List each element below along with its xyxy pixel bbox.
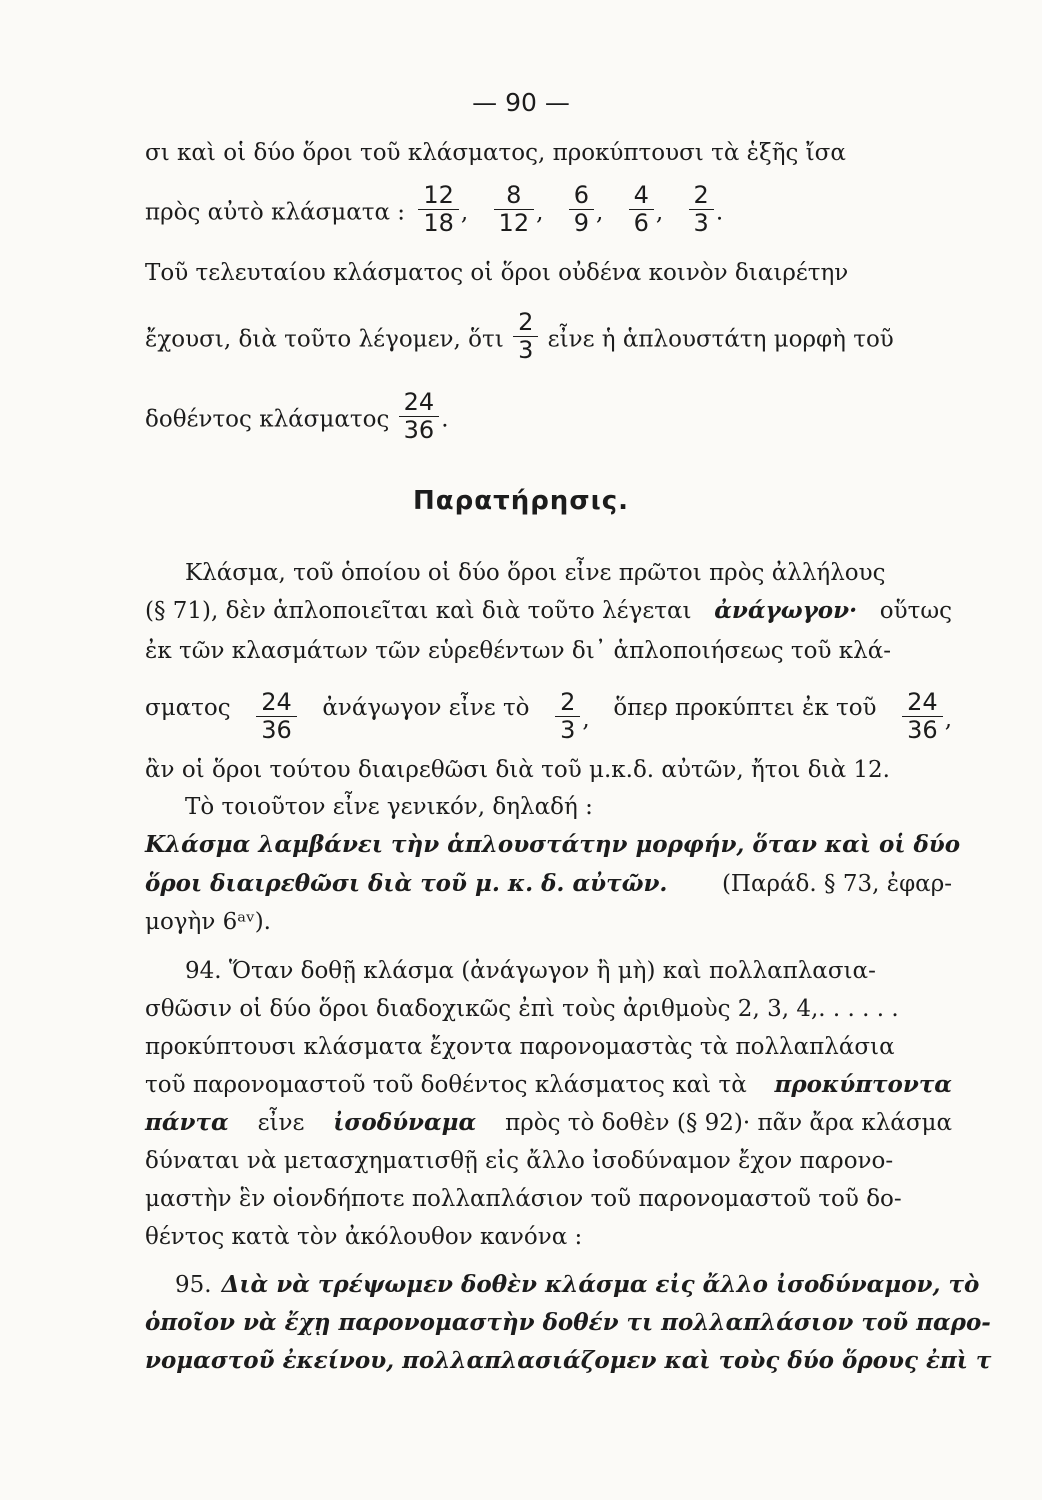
- text-segment: (Παράδ. § 73, ἐφαρ-: [721, 871, 952, 897]
- fraction-line: δοθέντος κλάσματος $\frac{24}{36}$ .: [145, 388, 449, 444]
- text-line: Τοῦ τελευταίου κλάσματος οἱ ὅροι οὐδένα κοινὸν διαιρέτην: [145, 260, 849, 286]
- text-line: δύναται νὰ μετασχηματισθῇ εἰς ἄλλο ἰσοδύναμον ἔχον παρονο-: [145, 1148, 894, 1174]
- rule-text: ὁποῖον νὰ ἔχῃ παρονομαστὴν δοθέν τι πολλαπλάσιον τοῦ παρο-: [145, 1309, 991, 1336]
- section-number: 95.: [175, 1272, 212, 1298]
- text-segment: σματος: [145, 695, 231, 721]
- fraction: $\frac{2}{3}$: [555, 689, 580, 744]
- rule-text: Διὰ νὰ τρέψωμεν δοθὲν κλάσμα εἰς ἄλλο ἰσοδύναμον, τὸ: [221, 1271, 980, 1298]
- fraction: $\frac{24}{36}$: [399, 389, 440, 444]
- fraction: $\frac{2}{3}$: [513, 309, 538, 364]
- text-segment: (§ 71), δὲν ἁπλοποιεῖται καὶ διὰ τοῦτο λέγεται: [145, 598, 692, 624]
- fraction-line: [145, 308, 952, 368]
- fraction: $\frac{12}{18}$: [418, 182, 459, 237]
- text-line: μαστὴν ἓν οἱονδήποτε πολλαπλάσιον τοῦ παρονομαστοῦ τοῦ δο-: [145, 1186, 902, 1212]
- text-line: ἂν οἱ ὅροι τούτου διαιρεθῶσι διὰ τοῦ μ.κ.δ. αὐτῶν, ἤτοι διὰ 12.: [145, 757, 890, 783]
- fraction: $\frac{4}{6}$: [629, 182, 654, 237]
- text-line: [145, 869, 952, 899]
- emphasis-term: ἀνάγωγον·: [714, 597, 858, 624]
- text-segment: εἶνε: [257, 1110, 305, 1136]
- text-segment: ἔχουσι, διὰ τοῦτο λέγομεν, ὅτι: [145, 326, 504, 353]
- fraction: 24 36: [256, 689, 297, 744]
- rule-text: νομαστοῦ ἐκείνου, πολλαπλασιάζομεν καὶ τοὺς δύο ὅρους ἐπὶ τ: [145, 1347, 992, 1374]
- text-segment: πρὸς τὸ δοθὲν (§ 92)· πᾶν ἄρα κλάσμα: [505, 1110, 952, 1136]
- text-line: θέντος κατὰ τὸν ἀκόλουθον κανόνα :: [145, 1224, 583, 1250]
- text-line: μογὴν 6ᵃᵛ).: [145, 909, 271, 935]
- fraction: $\frac{2}{3}$: [689, 182, 714, 237]
- fraction: $\frac{6}{9}$: [569, 182, 594, 237]
- emphasis-term: προκύπτοντα: [774, 1071, 952, 1098]
- text-segment: τοῦ παρονομαστοῦ τοῦ δοθέντος κλάσματος καὶ τὰ: [145, 1072, 747, 1098]
- text-line: σθῶσιν οἱ δύο ὅροι διαδοχικῶς ἐπὶ τοὺς ἀριθμοὺς 2, 3, 4,. . . . . .: [145, 996, 899, 1022]
- emphasis-term: πάντα: [145, 1109, 229, 1136]
- text-segment: ἀνάγωγον εἶνε τὸ: [322, 695, 530, 721]
- rule-text: Κλάσμα λαμβάνει τὴν ἁπλουστάτην μορφήν, ὅταν καὶ οἱ δύο: [145, 831, 961, 858]
- text-segment: πρὸς αὐτὸ κλάσματα :: [145, 199, 406, 226]
- text-line: Τὸ τοιοῦτον εἶνε γενικόν, δηλαδή :: [185, 794, 593, 820]
- text-line: [145, 596, 952, 626]
- fraction-line: πρὸς αὐτὸ κλάσματα : $\frac{12}{18}$ , $\frac{8}{12}$ , $\frac{6}{9}$ , $\frac{4}{6}$ , $\frac{2}{3}$ .: [145, 181, 724, 237]
- section-heading: Παρατήρησις.: [413, 486, 629, 516]
- text-line: σι καὶ οἱ δύο ὅροι τοῦ κλάσματος, προκύπτουσι τὰ ἑξῆς ἴσα: [145, 140, 846, 166]
- text-line: ἐκ τῶν κλασμάτων τῶν εὑρεθέντων δι᾽ ἁπλοποιήσεως τοῦ κλά-: [145, 638, 892, 664]
- text-segment: εἶνε ἡ ἁπλουστάτη μορφὴ τοῦ: [547, 326, 894, 353]
- fraction: $\frac{8}{12}$: [494, 182, 535, 237]
- text-segment: δοθέντος κλάσματος: [145, 406, 390, 433]
- text-line: Κλάσμα, τοῦ ὁποίου οἱ δύο ὅροι εἶνε πρῶτοι πρὸς ἀλλήλους: [185, 560, 886, 586]
- text-line: [175, 1270, 980, 1300]
- text-segment: ὅπερ προκύπτει ἐκ τοῦ: [613, 695, 877, 721]
- page-number: — 90 —: [472, 88, 570, 117]
- fraction: $\frac{24}{36}$: [902, 689, 943, 744]
- text-line: [145, 1108, 952, 1138]
- text-line: προκύπτουσι κλάσματα ἔχοντα παρονομαστὰς τὰ πολλαπλάσια: [145, 1034, 895, 1060]
- fraction-line: σματος 24 36 ἀνάγωγον εἶνε τὸ $\frac{2}{3}$ , ὅπερ προκύπτει ἐκ τοῦ $\frac{24}{36}$ ,: [145, 693, 952, 748]
- rule-text: ὅροι διαιρεθῶσι διὰ τοῦ μ. κ. δ. αὐτῶν.: [145, 870, 668, 897]
- text-segment: οὕτως: [879, 598, 952, 624]
- text-line: 94. Ὅταν δοθῇ κλάσμα (ἀνάγωγον ἢ μὴ) καὶ πολλαπλασια-: [185, 958, 876, 984]
- emphasis-term: ἰσοδύναμα: [333, 1109, 477, 1136]
- text-line: [145, 1070, 952, 1100]
